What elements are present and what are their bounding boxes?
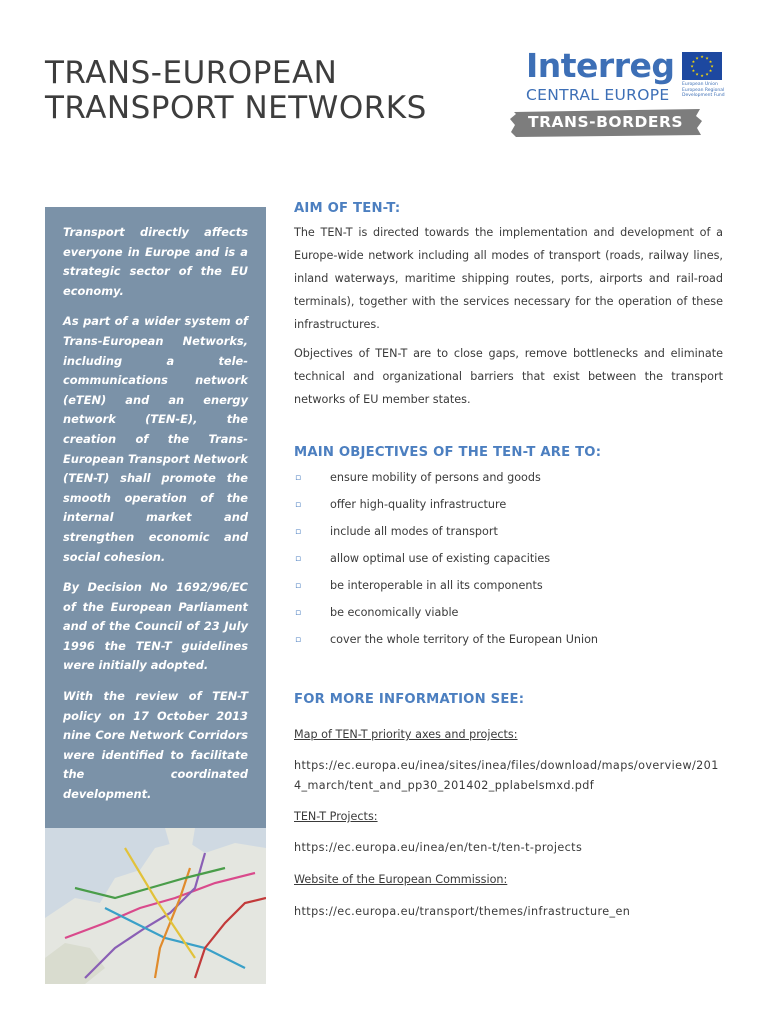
objectives-list bbox=[294, 468, 723, 657]
square-bullet-icon: ▫ bbox=[295, 635, 302, 645]
projects-url-link[interactable]: https://ec.europa.eu/inea/en/ten-t/ten-t-projects bbox=[294, 841, 583, 854]
eu-fund-text: European Union European Regional Development Fund bbox=[682, 82, 725, 98]
square-bullet-icon: ▫ bbox=[295, 554, 302, 564]
logo-region: CENTRAL EUROPE bbox=[526, 86, 670, 104]
svg-text:★: ★ bbox=[700, 73, 704, 78]
svg-text:★: ★ bbox=[695, 55, 699, 61]
svg-text:★: ★ bbox=[691, 59, 696, 64]
list-item: ▫ be interoperable in all its components bbox=[294, 576, 723, 603]
square-bullet-icon: ▫ bbox=[295, 581, 302, 591]
interreg-logo bbox=[510, 46, 730, 142]
list-item: ▫ ensure mobility of persons and goods bbox=[294, 468, 723, 495]
list-item: ▫ include all modes of transport bbox=[294, 522, 723, 549]
svg-text:★: ★ bbox=[710, 63, 714, 69]
sidebar-paragraph-4: With the review of TEN-T policy on 17 October 2013 nine Core Network Corridors were identified to facilitate the coordinated development. bbox=[63, 689, 248, 802]
logo-brand: Interreg bbox=[526, 46, 675, 85]
aim-paragraph-2: Objectives of TEN-T are to close gaps, remove bottlenecks and eliminate technical and organizational barriers that exist between the transport networks of EU member states. bbox=[294, 347, 723, 406]
svg-text:★: ★ bbox=[700, 54, 704, 59]
square-bullet-icon: ▫ bbox=[295, 608, 302, 618]
objectives-heading: MAIN OBJECTIVES OF THE TEN-T ARE TO: bbox=[294, 445, 602, 460]
page-title bbox=[45, 56, 465, 126]
projects-link-label: TEN-T Projects: bbox=[294, 810, 378, 823]
sidebar-paragraph-3: By Decision No 1692/96/EC of the European Parliament and of the Council of 23 July 1996 the TEN-T guidelines were initially adopted. bbox=[63, 580, 248, 673]
square-bullet-icon: ▫ bbox=[295, 527, 302, 537]
title-line-2: TRANSPORT NETWORKS bbox=[45, 90, 427, 126]
project-name: TRANS-BORDERS bbox=[528, 113, 684, 131]
svg-text:★: ★ bbox=[705, 55, 709, 61]
map-link-label: Map of TEN-T priority axes and projects: bbox=[294, 728, 518, 741]
svg-text:★: ★ bbox=[705, 71, 709, 77]
list-item: ▫ cover the whole territory of the European Union bbox=[294, 630, 723, 657]
sidebar-intro bbox=[45, 207, 266, 828]
svg-text:★: ★ bbox=[690, 63, 694, 69]
aim-heading: AIM OF TEN-T: bbox=[294, 201, 401, 216]
svg-text:★: ★ bbox=[708, 59, 713, 64]
eu-flag-icon bbox=[682, 52, 722, 80]
ten-t-network-map-image bbox=[45, 828, 266, 984]
list-item: ▫ offer high-quality infrastructure bbox=[294, 495, 723, 522]
list-item: ▫ be economically viable bbox=[294, 603, 723, 630]
commission-link-label: Website of the European Commission: bbox=[294, 873, 508, 886]
svg-text:★: ★ bbox=[708, 68, 713, 73]
map-url-link[interactable]: https://ec.europa.eu/inea/sites/inea/files/download/maps/overview/2014_march/tent_and_pp30_201402_pplabelsmxd.pdf bbox=[294, 759, 719, 792]
aim-paragraph-1: The TEN-T is directed towards the implementation and development of a Europe-wide network including all modes of transport (roads, railway lines, inland waterways, maritime shipping routes, ports, airports and rail-road terminals), together with the services necessary for the operation of these infrastructures. bbox=[294, 226, 723, 331]
square-bullet-icon: ▫ bbox=[295, 500, 302, 510]
svg-text:★: ★ bbox=[691, 68, 696, 73]
sidebar-paragraph-2: As part of a wider system of Trans-European Networks, including a tele-communications network (eTEN) and an energy network (TEN-E), the creation of the Trans-European Transport Network (TEN-T) shall promote the smooth operation of the internal market and strengthen economic and social cohesion. bbox=[63, 314, 248, 564]
commission-url-link[interactable]: https://ec.europa.eu/transport/themes/infrastructure_en bbox=[294, 905, 631, 918]
more-info-heading: FOR MORE INFORMATION SEE: bbox=[294, 692, 525, 707]
svg-text:★: ★ bbox=[695, 71, 699, 77]
sidebar-paragraph-1: Transport directly affects everyone in Europe and is a strategic sector of the EU economy. bbox=[63, 225, 248, 298]
title-line-1: TRANS-EUROPEAN bbox=[45, 55, 338, 91]
square-bullet-icon: ▫ bbox=[295, 473, 302, 483]
list-item: ▫ allow optimal use of existing capacities bbox=[294, 549, 723, 576]
